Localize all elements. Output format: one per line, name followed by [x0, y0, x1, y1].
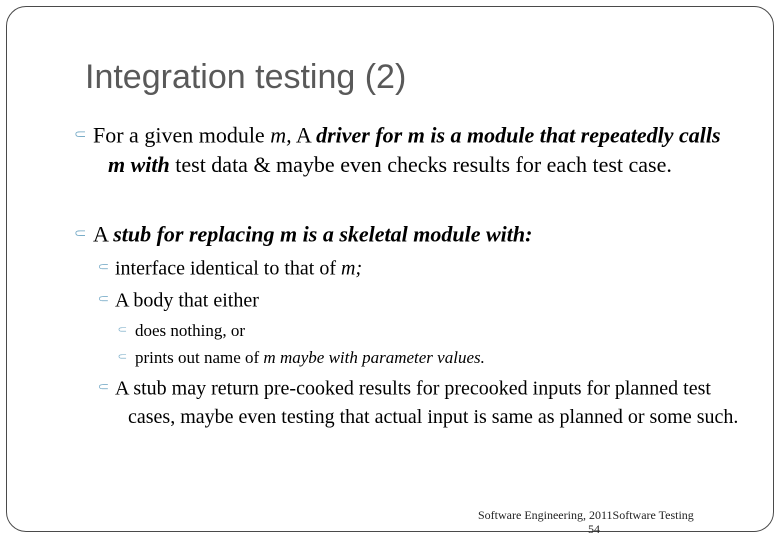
slide-title: Integration testing (2): [85, 58, 407, 96]
bullet-driver-text-5: test data & maybe even checks results for each test case.: [169, 152, 672, 178]
bullet-driver: [90, 120, 728, 180]
sub-bullet-interface-text-1: interface identical to that of: [115, 257, 342, 280]
bullet-stub-text-1: A: [93, 221, 114, 247]
sub-sub-bullet-nothing-text: does nothing, or: [135, 320, 246, 340]
bullet-stub: [90, 219, 728, 249]
sub-bullet-interface: [112, 254, 768, 283]
sub-bullet-body-text: A body that either: [115, 289, 259, 312]
bullet-driver-text-2: m,: [270, 122, 292, 148]
page-number: 54: [588, 522, 600, 536]
bullet-stub-text-2: stub for replacing m is a skeletal module with:: [113, 221, 533, 247]
sub-sub-bullet-nothing: [132, 318, 748, 343]
bullet-driver-text-4: driver for m is a module that repeatedly calls m with: [108, 122, 721, 178]
sub-bullet-precooked: [112, 374, 753, 432]
sub-bullet-precooked-text: A stub may return pre-cooked results for precooked inputs for planned test cases, maybe even testing that actual input is same as planned or some such.: [115, 377, 739, 429]
sub-sub-bullet-prints-text-1: prints out name of: [135, 347, 264, 367]
bullet-driver-text-1: For a given module: [93, 122, 271, 148]
sub-sub-bullet-prints-text-2: m maybe with parameter values.: [263, 347, 485, 367]
footer-text: Software Engineering, 2011Software Testing: [478, 508, 694, 522]
bullet-driver-text-3: A: [291, 122, 317, 148]
sub-sub-bullet-prints: [132, 345, 748, 370]
sub-bullet-interface-text-2: m;: [341, 257, 363, 280]
sub-bullet-body: [112, 286, 768, 315]
